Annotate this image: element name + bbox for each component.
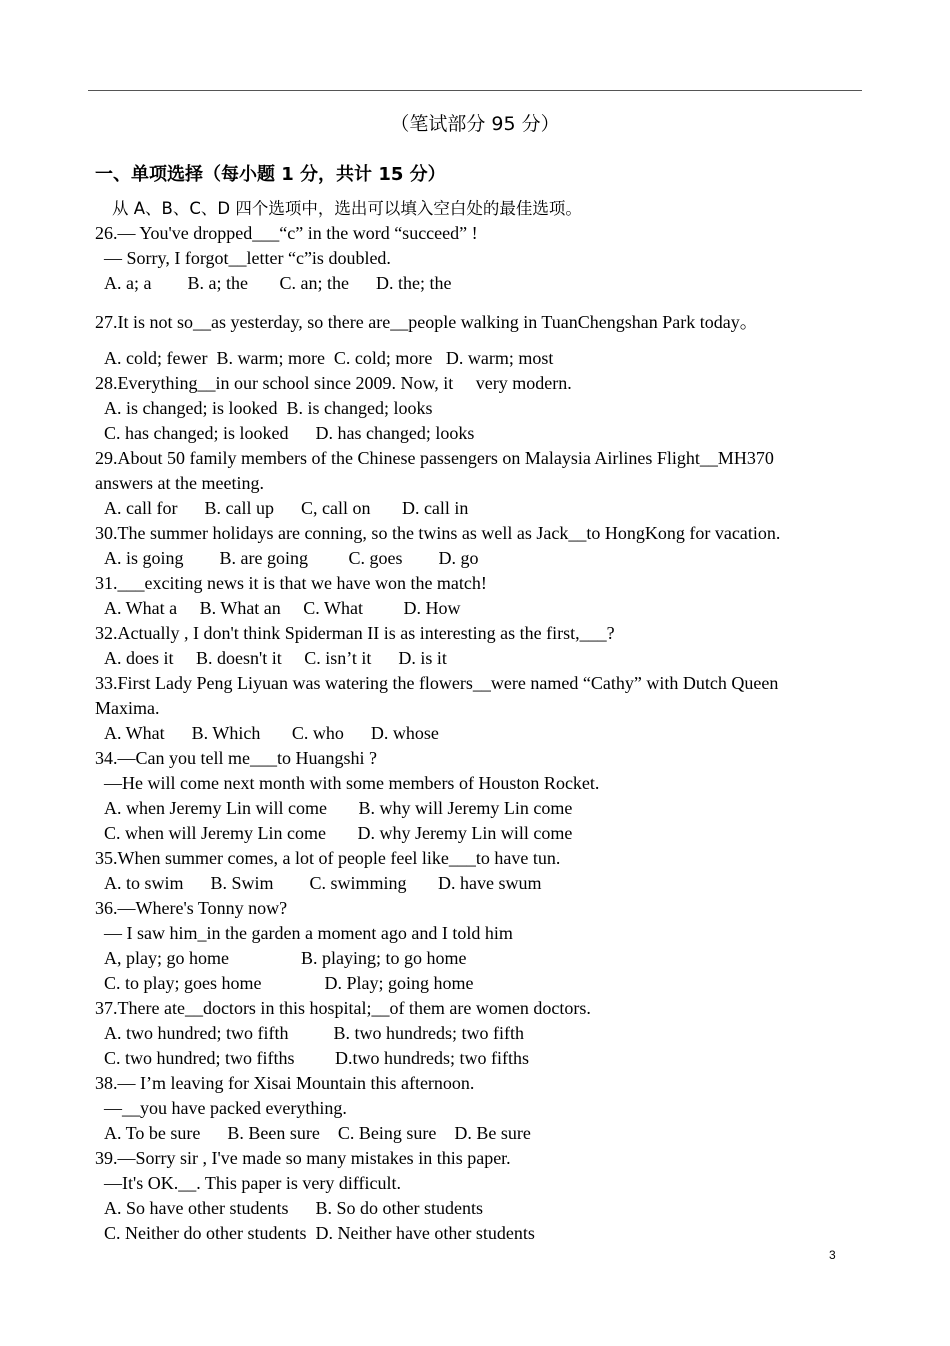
question-30-options: A. is going B. are going C. goes D. go [104, 548, 479, 568]
question-33-cont: Maxima. [95, 698, 160, 718]
question-32: 32.Actually , I don't think Spiderman II is as interesting as the first,___? [95, 623, 615, 643]
question-37-options-cd: C. two hundred; two fifths D.two hundreds; two fifths [104, 1048, 529, 1068]
page-number: 3 [829, 1248, 836, 1262]
question-28-options-ab: A. is changed; is looked B. is changed; looks [104, 398, 433, 418]
question-35-options: A. to swim B. Swim C. swimming D. have swum [104, 873, 542, 893]
question-39: 39.—Sorry sir , I've made so many mistakes in this paper. [95, 1148, 511, 1168]
question-36-options-ab: A, play; go home B. playing; to go home [104, 948, 467, 968]
question-38: 38.— I’m leaving for Xisai Mountain this afternoon. [95, 1073, 475, 1093]
question-28-options-cd: C. has changed; is looked D. has changed; looks [104, 423, 475, 443]
question-38-reply: —__you have packed everything. [104, 1098, 347, 1118]
question-39-reply: —It's OK.__. This paper is very difficult. [104, 1173, 402, 1193]
question-32-options: A. does it B. doesn't it C. isn’t it D. is it [104, 648, 447, 668]
question-34-options-ab: A. when Jeremy Lin will come B. why will Jeremy Lin come [104, 798, 573, 818]
question-29: 29.About 50 family members of the Chinese passengers on Malaysia Airlines Flight__MH370 [95, 448, 774, 468]
question-38-options: A. To be sure B. Been sure C. Being sure D. Be sure [104, 1123, 531, 1143]
question-33: 33.First Lady Peng Liyuan was watering the flowers__were named “Cathy” with Dutch Queen [95, 673, 779, 693]
question-37-options-ab: A. two hundred; two fifth B. two hundreds; two fifth [104, 1023, 524, 1043]
question-31-options: A. What a B. What an C. What D. How [104, 598, 461, 618]
question-35: 35.When summer comes, a lot of people feel like___to have tun. [95, 848, 561, 868]
section-title: （笔试部分 95 分） [390, 113, 560, 135]
question-36: 36.—Where's Tonny now? [95, 898, 288, 918]
question-34-reply: —He will come next month with some members of Houston Rocket. [104, 773, 600, 793]
question-39-options-ab: A. So have other students B. So do other students [104, 1198, 483, 1218]
question-34-options-cd: C. when will Jeremy Lin come D. why Jeremy Lin will come [104, 823, 573, 843]
question-26: 26.— You've dropped___“c” in the word “succeed” ! [95, 223, 478, 243]
question-39-options-cd: C. Neither do other students D. Neither have other students [104, 1223, 535, 1243]
question-28: 28.Everything__in our school since 2009. Now, it very modern. [95, 373, 572, 393]
question-33-options: A. What B. Which C. who D. whose [104, 723, 439, 743]
question-34: 34.—Can you tell me___to Huangshi ? [95, 748, 377, 768]
header-rule [88, 90, 862, 91]
question-29-options: A. call for B. call up C, call on D. call in [104, 498, 469, 518]
question-36-reply: — I saw him_in the garden a moment ago and I told him [104, 923, 513, 943]
question-29-cont: answers at the meeting. [95, 473, 264, 493]
section-heading: 一、单项选择（每小题 1 分，共计 15 分） [95, 164, 446, 185]
question-30: 30.The summer holidays are conning, so the twins as well as Jack__to HongKong for vacation. [95, 523, 781, 543]
question-36-options-cd: C. to play; goes home D. Play; going home [104, 973, 474, 993]
question-31: 31.___exciting news it is that we have won the match! [95, 573, 487, 593]
question-27-options: A. cold; fewer B. warm; more C. cold; more D. warm; most [104, 348, 554, 368]
question-26-reply: — Sorry, I forgot__letter “c”is doubled. [104, 248, 391, 268]
question-27: 27.It is not so__as yesterday, so there are__people walking in TuanChengshan Park today。 [95, 312, 758, 332]
instruction-text: 从 A、B、C、D 四个选项中，选出可以填入空白处的最佳选项。 [112, 199, 582, 218]
question-26-options: A. a; a B. a; the C. an; the D. the; the [104, 273, 452, 293]
question-37: 37.There ate__doctors in this hospital;__of them are women doctors. [95, 998, 591, 1018]
